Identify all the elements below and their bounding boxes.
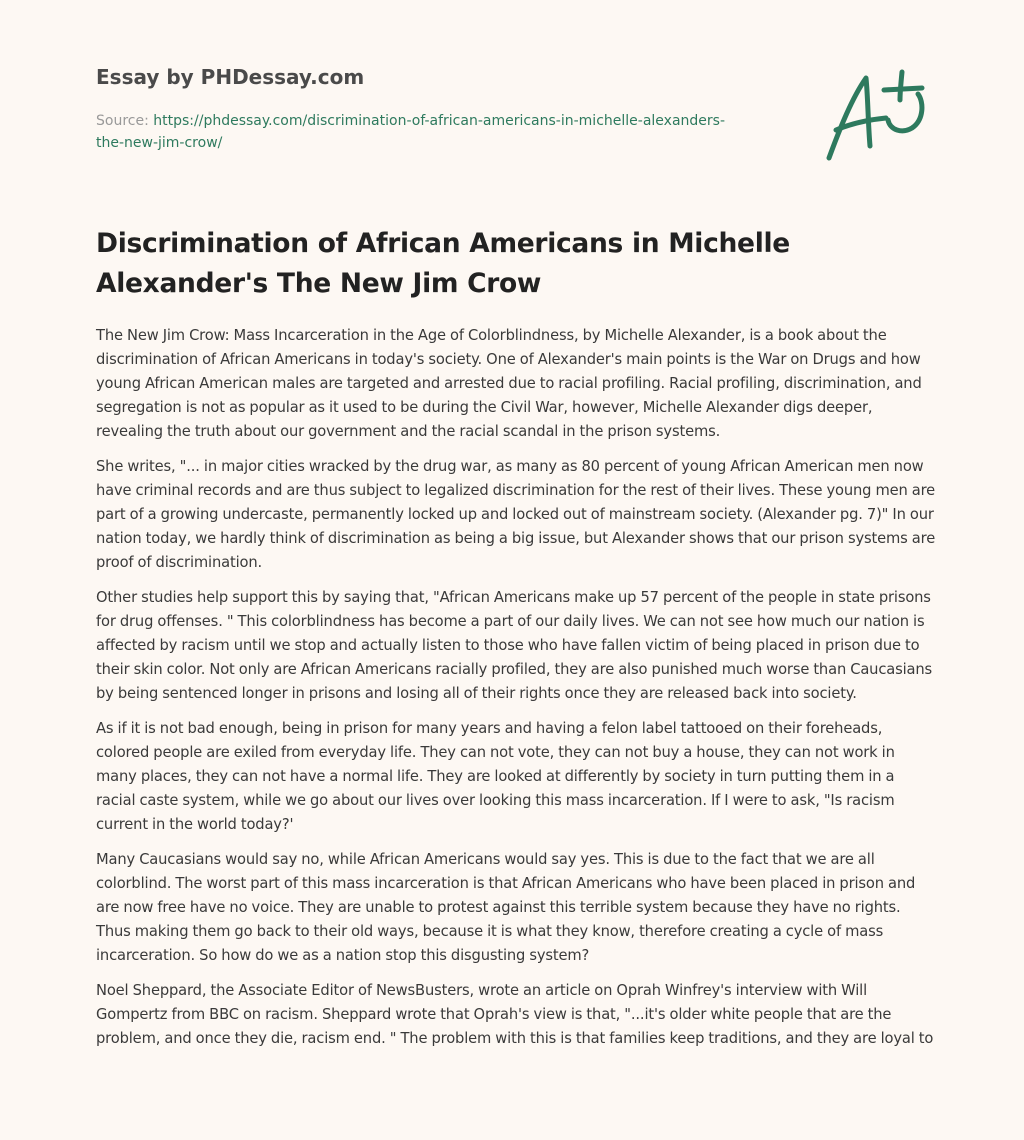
paragraph: The New Jim Crow: Mass Incarceration in the Age of Colorblindness, by Michelle Alexander, is a book about the discrimination of African Americans in today's society. One of Alexander's main points is the War on Drugs and how young African American males are targeted and arrested due to racial profiling. Racial profiling, discrimination, and segregation is not as popular as it used to be during the Civil War, however, Michelle Alexander digs deeper, revealing the truth about our government and the racial scandal in the prison systems. bbox=[96, 327, 922, 440]
paragraph: She writes, "... in major cities wracked by the drug war, as many as 80 percent of young African American men now have criminal records and are thus subject to legalized discrimination for the rest of their lives. These young men are part of a growing undercaste, permanently locked up and locked out of mainstream society. (Alexander pg. 7)" In our nation today, we hardly think of discrimination as being a big issue, but Alexander shows that our prison systems are proof of discrimination. bbox=[96, 458, 936, 571]
article-title: Discrimination of African Americans in Michelle Alexander's The New Jim Crow bbox=[96, 228, 790, 299]
source-label: Source: bbox=[96, 113, 149, 129]
site-title: Essay by PHDessay.com bbox=[96, 65, 365, 89]
source-line bbox=[96, 110, 736, 154]
paragraph: Noel Sheppard, the Associate Editor of NewsBusters, wrote an article on Oprah Winfrey's interview with Will Gompertz from BBC on racism. Sheppard wrote that Oprah's view is that, "...it's older white people that are the problem, and once they die, racism end. " The problem with this is that families keep traditions, and they are loyal to bbox=[96, 982, 934, 1047]
a-plus-logo-icon bbox=[822, 68, 932, 164]
paragraph: As if it is not bad enough, being in prison for many years and having a felon label tattooed on their foreheads, colored people are exiled from everyday life. They can not vote, they can not buy a house, they can not work in many places, they can not have a normal life. They are looked at differently by society in turn putting them in a racial caste system, while we go about our lives over looking this mass incarceration. If I were to ask, "Is racism current in the world today?' bbox=[96, 720, 895, 833]
paragraph: Many Caucasians would say no, while African Americans would say yes. This is due to the fact that we are all colorblind. The worst part of this mass incarceration is that African Americans who have been placed in prison and are now free have no voice. They are unable to protest against this terrible system because they have no rights. Thus making them go back to their old ways, because it is what they know, therefore creating a cycle of mass incarceration. So how do we as a nation stop this disgusting system? bbox=[96, 851, 916, 964]
source-link[interactable]: https://phdessay.com/discrimination-of-african-americans-in-michelle-alexanders-the-new-jim-crow/ bbox=[96, 113, 726, 151]
page-header bbox=[96, 62, 736, 154]
paragraph: Other studies help support this by saying that, "African Americans make up 57 percent of the people in state prisons for drug offenses. " This colorblindness has become a part of our daily lives. We can not see how much our nation is affected by racism until we stop and actually listen to those who have fallen victim of being placed in prison due to their skin color. Not only are African Americans racially profiled, they are also punished much worse than Caucasians by being sentenced longer in prisons and losing all of their rights once they are released back into society. bbox=[96, 589, 933, 702]
article-body bbox=[96, 324, 936, 1062]
